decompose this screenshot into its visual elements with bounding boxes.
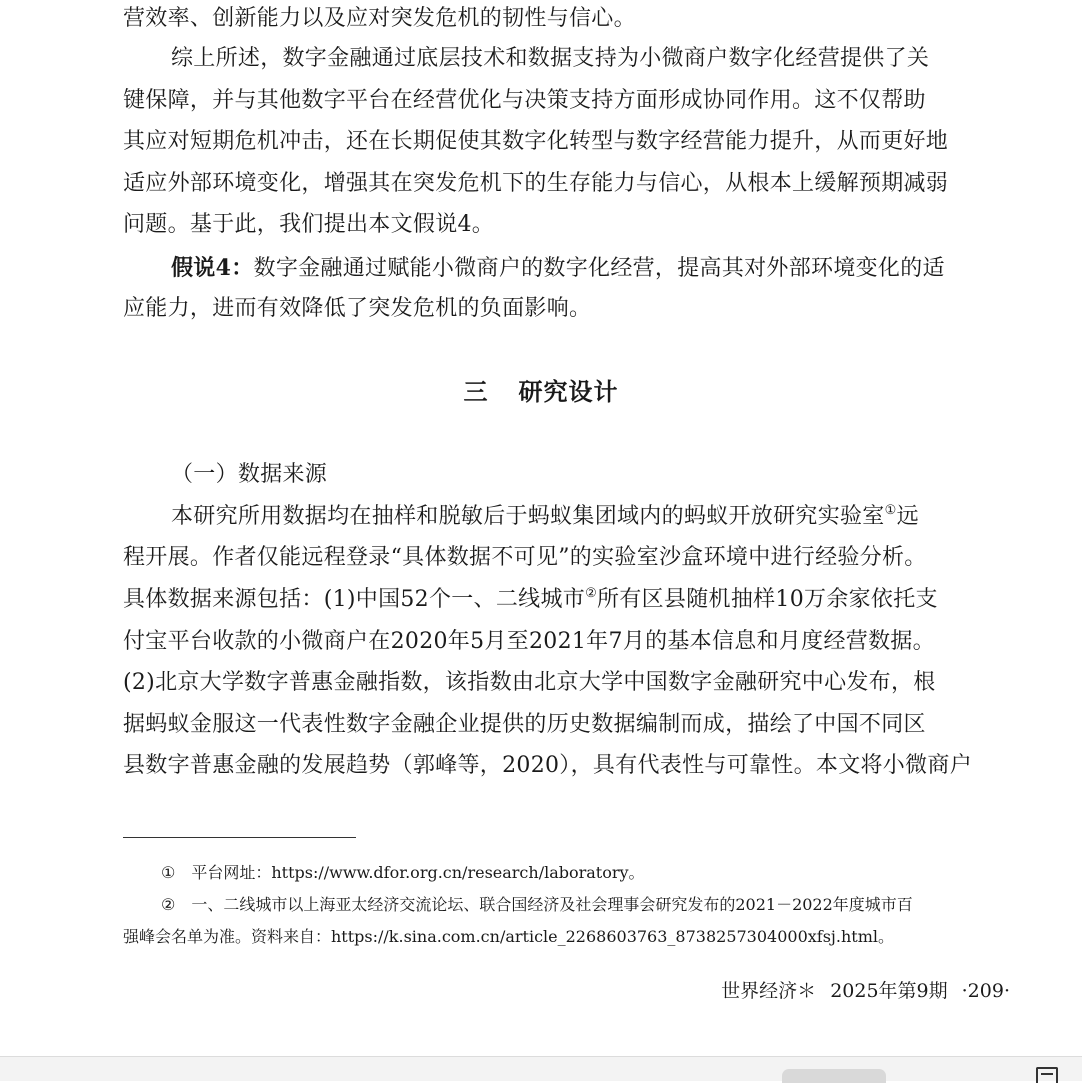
page-footer: [707, 976, 1010, 1003]
body-text-line: 县数字普惠金融的发展趋势（郭峰等，2020），具有代表性与可靠性。本文将小微商户: [123, 753, 972, 778]
section-heading: [0, 372, 1082, 407]
footnote-ref-1[interactable]: ①: [884, 503, 897, 518]
body-text-line: [171, 502, 1021, 532]
footnote-ref-2[interactable]: ②: [585, 586, 598, 601]
scroll-handle[interactable]: [782, 1069, 886, 1083]
hypothesis-label: 假说4：: [171, 255, 254, 281]
body-text-line: 综上所述，数字金融通过底层技术和数据支持为小微商户数字化经营提供了关: [171, 46, 930, 71]
body-text-line: 程开展。作者仅能远程登录“具体数据不可见”的实验室沙盒环境中进行经验分析。: [123, 545, 927, 570]
footnote-2: [123, 893, 1021, 917]
page-number: ·209·: [961, 980, 1010, 1002]
subsection-heading: （一）数据来源: [171, 462, 328, 487]
document-icon[interactable]: [1036, 1067, 1058, 1083]
hypothesis-text: 数字金融通过赋能小微商户的数字化经营，提高其对外部环境变化的适: [253, 256, 945, 281]
section-number: 三: [463, 378, 489, 406]
body-text-line: (2)北京大学数字普惠金融指数，该指数由北京大学中国数字金融研究中心发布，根: [123, 670, 936, 695]
issue-number: 2025年第9期: [830, 980, 948, 1002]
body-text-line: 问题。基于此，我们提出本文假说4。: [123, 212, 495, 237]
footnote-1: [123, 861, 1021, 885]
body-text-line: [123, 585, 1021, 615]
hypothesis-line: 应能力，进而有效降低了突发危机的负面影响。: [123, 296, 592, 321]
body-text-line: 据蚂蚁金服这一代表性数字金融企业提供的历史数据编制而成，描绘了中国不同区: [123, 712, 926, 737]
journal-name: 世界经济＊: [721, 980, 817, 1002]
body-text-line: 付宝平台收款的小微商户在2020年5月至2021年7月的基本信息和月度经营数据。: [123, 629, 935, 654]
body-text-line: 适应外部环境变化，增强其在突发危机下的生存能力与信心，从根本上缓解预期减弱: [123, 171, 949, 196]
section-title: 研究设计: [518, 378, 619, 406]
footnote-2-continued: 强峰会名单为准。资料来自：https://k.sina.com.cn/article_2268603763_8738257304000xfsj.html。: [123, 927, 894, 946]
footnote-marker: ①: [161, 863, 176, 882]
body-text-line: 其应对短期危机冲击，还在长期促使其数字化转型与数字经营能力提升，从而更好地: [123, 129, 949, 154]
viewer-bottom-bar: [0, 1056, 1082, 1081]
footnote-text: 一、二线城市以上海亚太经济交流论坛、联合国经济及社会理事会研究发布的2021－2022年度城市百: [191, 895, 913, 914]
body-text-line: 键保障，并与其他数字平台在经营优化与决策支持方面形成协同作用。这不仅帮助: [123, 88, 926, 113]
footnote-divider: [123, 837, 356, 838]
footnote-marker: ②: [161, 895, 176, 914]
footnote-text: 平台网址：https://www.dfor.org.cn/research/laboratory。: [191, 863, 645, 882]
body-text-segment: 本研究所用数据均在抽样和脱敏后于蚂蚁集团域内的蚂蚁开放研究实验室: [171, 504, 885, 529]
body-text-segment: 所有区县随机抽样10万余家依托支: [597, 587, 938, 612]
body-text-segment: 具体数据来源包括：(1)中国52个一、二线城市: [123, 587, 586, 612]
hypothesis-line: [171, 253, 1021, 284]
body-text-line: 营效率、创新能力以及应对突发危机的韧性与信心。: [123, 6, 636, 31]
body-text-segment: 远: [896, 504, 919, 529]
